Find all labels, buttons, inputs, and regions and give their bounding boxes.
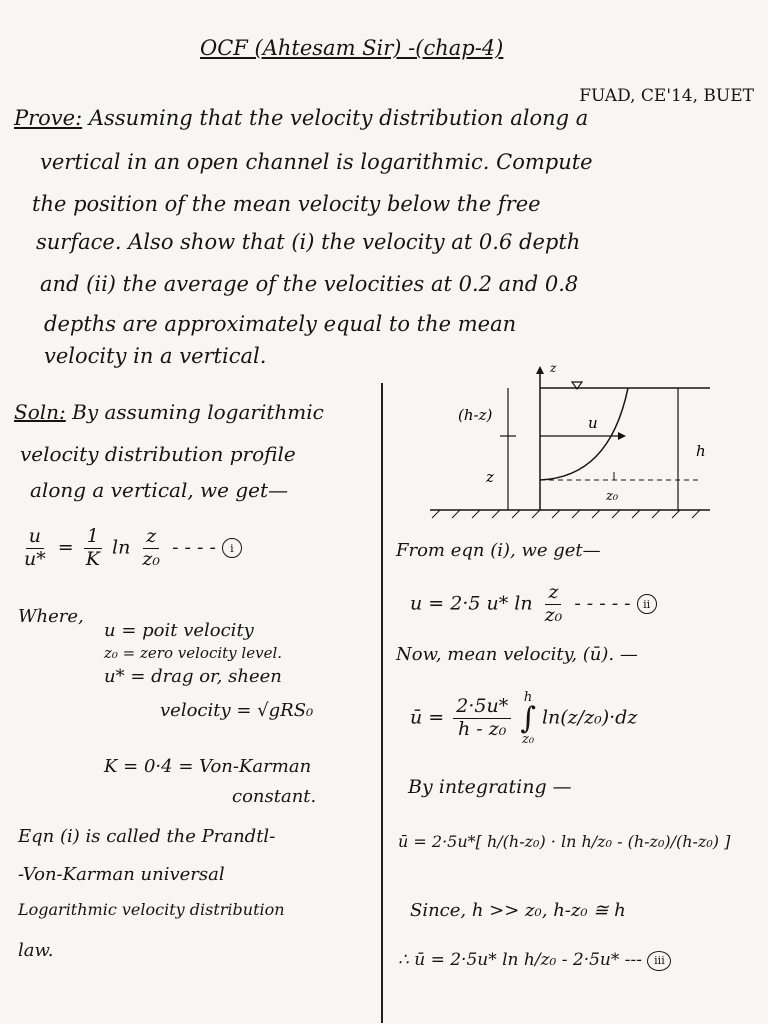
eq2-arg: $\frac{z}{\text{z₀}}$ [544,581,563,626]
problem-text-2: vertical in an open channel is logarithmic. Compute [40,150,593,174]
equation-1: $\frac{u}{u*}$ = $\frac{1}{K}$ ln $\frac{z}{\text{z₀}}$ - - - - i [18,526,242,571]
equation-2: u = 2·5 u* ln $\frac{z}{\text{z₀}}$ - - - - - ii [410,582,657,627]
problem-label: Prove: [14,106,83,130]
definition-ustar-2: velocity = √gRS₀ [160,700,314,721]
eq1-coef: $\frac{1}{K}$ [85,525,100,570]
definition-ustar: u* = drag or, sheen [104,666,282,687]
solution-text-1: By assuming logarithmic [72,400,324,424]
eq2-lhs: u = 2·5 u* ln [410,592,533,615]
eq1-tag: i [222,538,242,558]
mean-velocity-equation [410,690,637,747]
final-equation [398,950,671,971]
from-equation-text: From eqn (i), we get— [396,540,601,561]
eq1-arg: $\frac{z}{\text{z₀}}$ [142,525,161,570]
solution-text-2: velocity distribution profile [20,442,296,466]
problem-text-3: the position of the mean velocity below the free [32,192,541,216]
column-divider [381,383,383,1023]
page-title: OCF (Ahtesam Sir) -(chap-4) [200,36,504,60]
definitions-where: Where, [18,606,84,627]
eq1-ln: ln [112,536,131,559]
law-text-2: -Von-Karman universal [18,864,225,885]
solution-text-3: along a vertical, we get— [30,478,289,502]
z0-label: z₀ [606,489,619,504]
definition-u: u = poit velocity [104,620,254,641]
velocity-profile-diagram [400,360,730,520]
velocity-u-label: u [588,414,598,432]
definition-z0: z₀ = zero velocity level. [104,644,283,662]
solution-line-1 [14,400,324,424]
integration-result: ū = 2·5u*[ h/(h-z₀) · ln h/z₀ - (h-z₀)/(h-z₀) ] [398,832,731,851]
approximation-text: Since, h >> z₀, h-z₀ ≅ h [410,900,626,921]
definition-k: K = 0·4 = Von-Karman [104,756,312,777]
problem-text-6: depths are approximately equal to the mean [44,312,517,336]
mean-velocity-text: Now, mean velocity, (ū). — [396,644,638,665]
h-minus-z-label: (h-z) [458,406,493,424]
velocity-profile-curve [540,388,628,480]
definition-k-2: constant. [232,786,317,807]
eq2-tag: ii [637,594,657,614]
eq3-tag: iii [647,951,671,971]
integral-limits: h ∫ z₀ [520,690,536,747]
problem-text-4: surface. Also show that (i) the velocity at 0.6 depth [36,230,581,254]
z-label: z [486,468,494,486]
problem-text-5: and (ii) the average of the velocities at 0.2 and 0.8 [40,272,579,296]
author-label: FUAD, CE'14, BUET [579,86,754,106]
z-axis-arrow [536,366,544,374]
mean-integrand: ln(z/z₀)·dz [541,706,638,729]
final-expression: ∴ ū = 2·5u* ln h/z₀ - 2·5u* --- [398,950,643,970]
law-text-1: Eqn (i) is called the Prandtl- [18,826,276,847]
problem-line-1 [14,106,588,130]
mean-lhs: ū = [410,706,445,729]
problem-text-7: velocity in a vertical. [44,344,267,368]
solution-label: Soln: [14,400,66,424]
eq1-lhs: $\frac{u}{u*}$ [24,525,46,570]
h-label: h [696,442,706,460]
problem-text-1: Assuming that the velocity distribution along a [88,106,589,130]
velocity-arrowhead [618,432,626,440]
law-text-3: Logarithmic velocity distribution [18,900,285,919]
law-text-4: law. [18,940,54,961]
z-axis-label: z [550,361,557,375]
mean-fraction: $\frac{2\cdot 5u*}{\text{h - z₀}}$ [453,696,511,741]
integrating-text: By integrating — [408,776,572,798]
